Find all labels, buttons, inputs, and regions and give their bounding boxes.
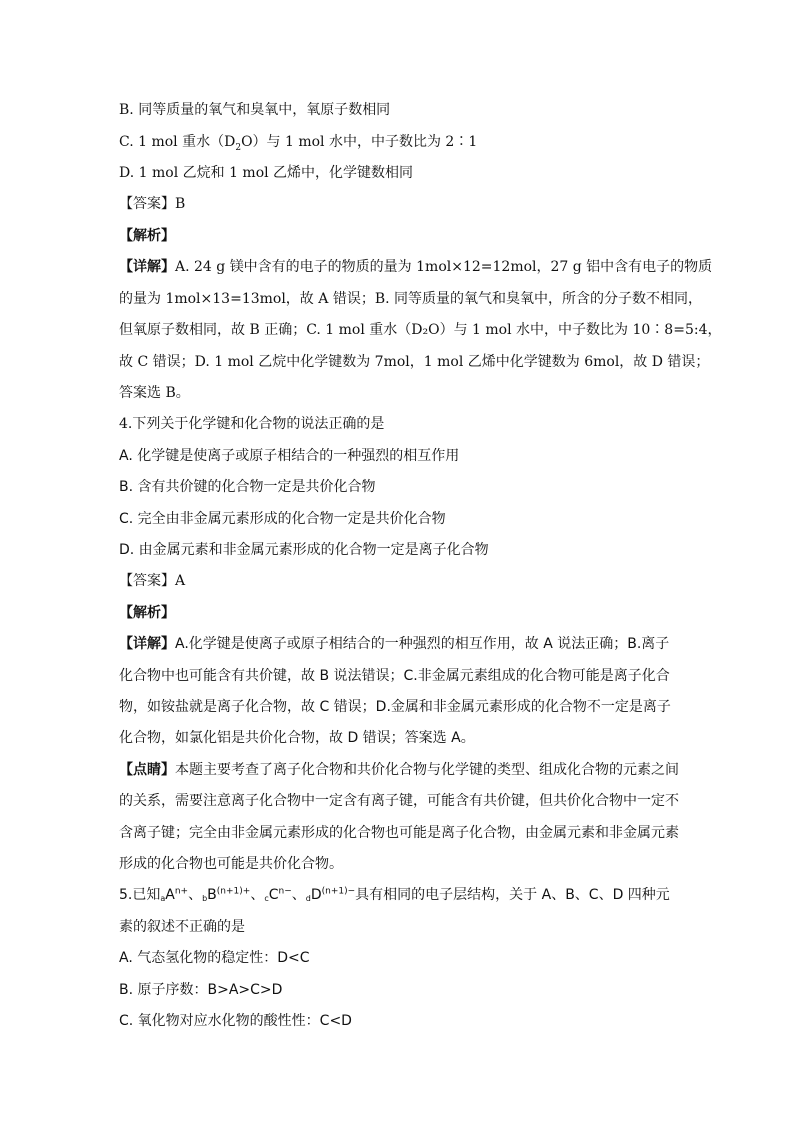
q4-option-a: A. 化学键是使离子或原子相结合的一种强烈的相互作用 xyxy=(119,448,460,464)
q4-option-d: D. 由金属元素和非金属元素形成的化合物一定是离子化合物 xyxy=(119,542,489,558)
q3-detail-line: 【详解】A. 24 g 镁中含有的电子的物质的量为 1mol×12=12mol，27 g 铝中含有电子的物质 xyxy=(119,259,713,275)
q4-detail-line: 化合物中也可能含有共价键，故 B 说法错误；C.非金属元素组成的化合物可能是离子化合 xyxy=(119,668,670,684)
q3-analysis-heading: 【解析】 xyxy=(119,228,175,244)
q4-detail-line: 物，如铵盐就是离子化合物，故 C 错误；D.金属和非金属元素形成的化合物不一定是离子 xyxy=(119,699,671,715)
q4-answer: 【答案】A xyxy=(119,573,186,589)
q4-analysis-heading: 【解析】 xyxy=(119,605,175,621)
q4-detail-line: 化合物，如氯化铝是共价化合物，故 D 错误；答案选 A。 xyxy=(119,730,475,746)
q5-option-b: B. 原子序数：B>A>C>D xyxy=(119,982,283,998)
q4-point-line: 【点睛】本题主要考查了离子化合物和共价化合物与化学键的类型、组成化合物的元素之间 xyxy=(119,762,679,778)
q3-option-d: D. 1 mol 乙烷和 1 mol 乙烯中，化学键数相同 xyxy=(119,165,414,181)
q4-option-b: B. 含有共价键的化合物一定是共价化合物 xyxy=(119,479,376,495)
q3-answer: 【答案】B xyxy=(119,196,186,212)
q3-option-c: C. 1 mol 重水$(D_2O)$与 1 mol 水中，中子数比为 2∶1 xyxy=(119,134,478,153)
q5-option-c: C. 氧化物对应水化物的酸性性：C<D xyxy=(119,1013,352,1029)
q4-point-line: 形成的化合物也可能是共价化合物。 xyxy=(119,856,343,872)
ion-b: $bB^{(n+1)+}$ xyxy=(202,886,251,903)
q3-detail-line: 但氧原子数相同，故 B 正确；C. 1 mol 重水（D₂O）与 1 mol 水中，中子数比为 10∶8=5:4， xyxy=(119,322,722,338)
q4-point-line: 的关系，需要注意离子化合物中一定含有离子键，可能含有共价键，但共价化合物中一定不 xyxy=(119,793,679,809)
q4-option-c: C. 完全由非金属元素形成的化合物一定是共价化合物 xyxy=(119,511,446,527)
ion-a: $aA^{n+}$ xyxy=(160,886,189,903)
ion-c: $cC^{n-}$ xyxy=(264,886,292,903)
q5-stem-line-2: 素的叙述不正确的是 xyxy=(119,919,245,935)
q3-detail-line: 的量为 1mol×13=13mol，故 A 错误；B. 同等质量的氧气和臭氧中，所含的分子数不相同， xyxy=(119,291,703,307)
q3-detail-line: 答案选 B。 xyxy=(119,385,190,401)
q4-point-line: 含离子键；完全由非金属元素形成的化合物也可能是离子化合物，由金属元素和非金属元素 xyxy=(119,825,679,841)
ion-d: $dD^{(n+1)-}$ xyxy=(305,886,356,903)
q3-option-b: B. 同等质量的氧气和臭氧中，氧原子数相同 xyxy=(119,102,391,118)
q5-stem: 5.已知$aA^{n+}$、$bB^{(n+1)+}$、$cC^{n-}$、$dD^{(n+1)-}$具有相同的电子层结构，关于 A、B、C、D 四种元 xyxy=(119,886,670,903)
q5-option-a: A. 气态氢化物的稳定性：D<C xyxy=(119,950,310,966)
q3-detail-line: 故 C 错误；D. 1 mol 乙烷中化学键数为 7mol，1 mol 乙烯中化学键数为 6mol，故 D 错误； xyxy=(119,354,710,370)
q4-detail-line: 【详解】A.化学键是使离子或原子相结合的一种强烈的相互作用，故 A 说法正确；B.离子 xyxy=(119,636,670,652)
q4-stem: 4.下列关于化学键和化合物的说法正确的是 xyxy=(119,416,385,432)
